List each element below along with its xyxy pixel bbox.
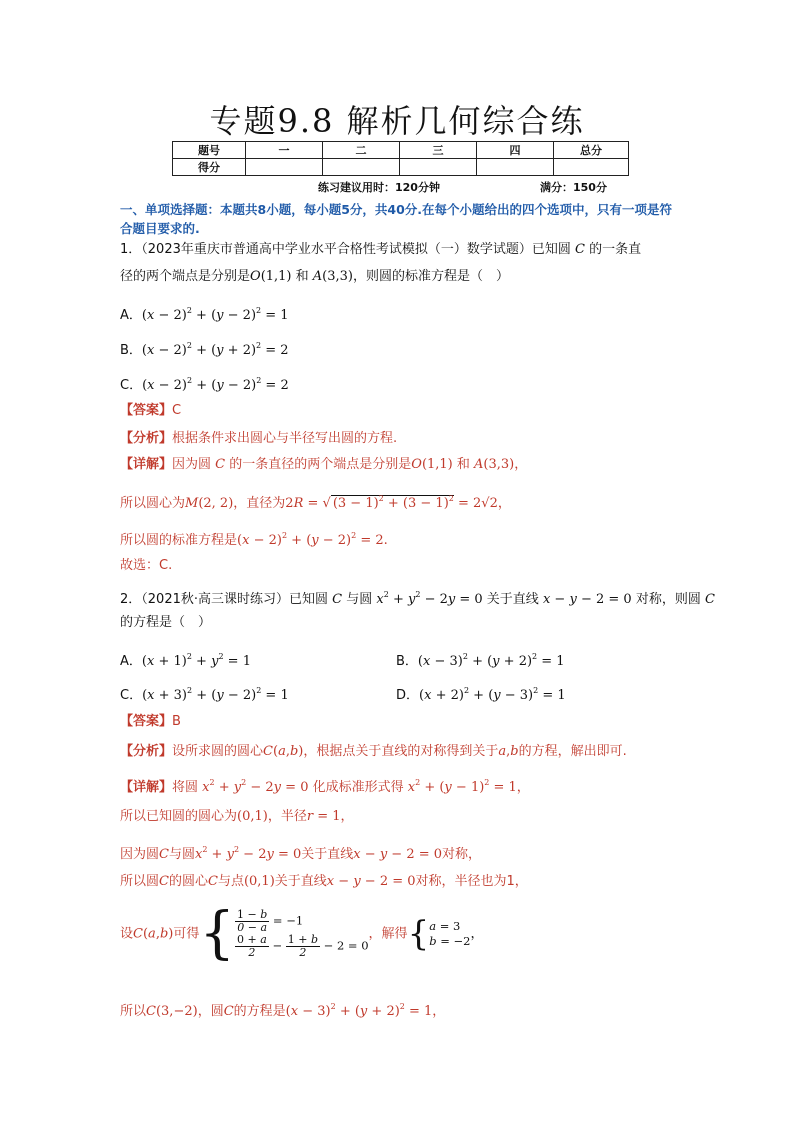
text: ，解得 [368,926,408,942]
q2-answer [120,713,181,731]
q1-stem-line1: 1．（2023年重庆市普通高中学业水平合格性考试模拟（一）数学试题）已知圆 C 的一条直 [120,242,642,257]
q1-option-a: A．$(x - 2)^2 + (y - 2)^2 = 1$ [120,306,289,323]
text: 所以已知圆的圆心为 [120,809,238,824]
answer-value: C [172,403,182,418]
equation-system: $\frac{1 - b}{0 - a}$ = −1 $\frac{0 + a}{2}$ − $\frac{1 + b}{2}$ − 2 = 0 [237,908,369,959]
q1-analysis [120,430,397,448]
answer-value: B [172,714,181,729]
q1-conclusion: 故选：C. [120,558,173,573]
q1-answer [120,402,181,420]
section-heading: 一、单项选择题：本题共8小题，每小题5分，共40分.在每个小题给出的四个选项中，只有一项是符合题目要求的. [120,202,673,236]
text: 将圆 [172,780,199,795]
text: 径的两个端点是分别是 [120,269,251,284]
text: 可得 [173,926,200,942]
analysis-tag: 【分析】 [120,431,173,446]
text: 化成标准形式得 [312,780,404,795]
text: 的一条直径的两个端点是分别是 [229,457,412,472]
text: 的一条直 [589,242,642,257]
solution-system: a = 3 b = −2 [429,919,471,948]
q2-stem-line2: 的方程是（ ） [120,615,212,630]
answer-tag: 【答案】 [120,403,173,418]
option-label: C． [120,378,143,393]
option-label: B． [120,343,142,358]
table-cell: 三 [400,142,477,159]
text: 所以 [120,1004,147,1019]
q2-detail-line4: 所以圆C的圆心C与点(0,1)关于直线x − y − 2 = 0对称，半径也为1， [120,874,528,889]
q2-detail-line1: 【详解】将圆 $x^2 + y^2 - 2y = 0$ 化成标准形式得 $x^2 + (y - 1)^2 = 1$， [120,778,530,795]
text: 与点 [217,874,244,889]
q1-stem-line2: 径的两个端点是分别是O(1,1) 和 A(3,3)，则圆的标准方程是（ ） [120,269,510,284]
q2-analysis: 【分析】设所求圆的圆心C(a,b)，根据点关于直线的对称得到关于a,b的方程，解出即可. [120,744,627,759]
text: 因为圆 [120,847,160,862]
table-cell: 四 [477,142,554,159]
text: 的圆心 [168,874,208,889]
answer-tag: 【答案】 [120,714,173,729]
text: ，直径为 [233,496,286,511]
table-cell: 二 [323,142,400,159]
option-label: D． [396,688,420,703]
text: 关于直线 [486,592,539,607]
q2-stem-line1: 2．（2021秋·高三课时练习）已知圆 C 与圆 $x^2 + y^2 - 2y = 0$ 关于直线 x − y − 2 = 0 对称，则圆 C [120,590,715,607]
q2-detail-line2: 所以已知圆的圆心为(0,1)，半径r = 1， [120,809,354,824]
text: 所以圆的标准方程是 [120,533,238,548]
text: ，半径 [267,809,307,824]
text: 设 [120,926,134,942]
detail-tag: 【详解】 [120,457,173,472]
detail-tag: 【详解】 [120,780,173,795]
full-score: 满分：150分 [540,181,607,194]
q2-option-d: D．$(x + 2)^2 + (y - 3)^2 = 1$ [396,686,566,703]
text: 对称，半径也为1， [415,874,528,889]
text: 所以圆 [120,874,160,889]
text: 的方程是 [233,1004,286,1019]
analysis-text: 根据条件求出圆心与半径写出圆的方程. [172,431,398,446]
text: 因为圆 [172,457,212,472]
table-cell [554,159,629,176]
q1-option-c: C．$(x - 2)^2 + (y - 2)^2 = 2$ [120,376,289,393]
table-row [173,159,629,176]
option-label: A． [120,308,142,323]
text: 对称， [442,847,482,862]
text: 与圆 [346,592,373,607]
q2-option-a: A．$(x + 1)^2 + y^2 = 1$ [120,652,251,669]
text: ，根据点关于直线的对称得到关于 [303,744,499,759]
text: ，圆 [197,1004,224,1019]
q2-option-c: C．$(x + 3)^2 + (y - 2)^2 = 1$ [120,686,289,703]
score-table [172,141,629,176]
table-cell [246,159,323,176]
text: 对称，则圆 [635,592,701,607]
text: 所以圆心为 [120,496,186,511]
option-label: A． [120,654,142,669]
table-cell: 题号 [173,142,246,159]
table-cell: 得分 [173,159,246,176]
table-cell: 总分 [554,142,629,159]
table-row [173,142,629,159]
q2-option-b: B．$(x - 3)^2 + (y + 2)^2 = 1$ [396,652,565,669]
q2-detail-line5: 设C(a,b)可得{ $\frac{1 - b}{0 - a}$ = −1 $\frac{0 + a}{2}$ − $\frac{1 + b}{2}$ − 2 = 0，解得{a = 3 b = −2， [120,901,484,966]
q1-option-b: B．$(x - 2)^2 + (y + 2)^2 = 2$ [120,341,289,358]
text: 关于直线 [274,874,327,889]
table-cell [400,159,477,176]
suggested-time: 练习建议用时：120分钟 [318,181,440,194]
option-label: B． [396,654,418,669]
q1-detail-line3: 所以圆的标准方程是$(x - 2)^2 + (y - 2)^2 = 2$. [120,531,388,548]
q2-detail-line6: 所以C(3,−2)，圆C的方程是$(x - 3)^2 + (y + 2)^2 = 1$， [120,1002,446,1019]
text: 与圆 [168,847,195,862]
option-label: C． [120,688,143,703]
text: 设所求圆的圆心 [172,744,264,759]
q2-detail-line3: 因为圆C与圆$x^2 + y^2 - 2y = 0$关于直线x − y − 2 = 0对称， [120,845,482,862]
q1-detail-line2: 所以圆心为M(2, 2)，直径为2R = √ $(3 - 1)^2 + (3 - 1)^2 = 2√2$， [120,494,511,511]
page-title: 专题9.8 解析几何综合练 [209,102,585,140]
table-cell [477,159,554,176]
text: ，则圆的标准方程是（ ） [353,269,510,284]
table-cell: 一 [246,142,323,159]
analysis-tag: 【分析】 [120,744,173,759]
text: 的方程，解出即可. [518,744,627,759]
table-cell [323,159,400,176]
text: 关于直线 [301,847,354,862]
text: 2．（2021秋·高三课时练习）已知圆 [120,592,328,607]
text: 1．（2023年重庆市普通高中学业水平合格性考试模拟（一）数学试题）已知圆 [120,242,571,257]
q1-detail-line1: 【详解】因为圆 C 的一条直径的两个端点是分别是O(1,1) 和 A(3,3)， [120,457,528,472]
